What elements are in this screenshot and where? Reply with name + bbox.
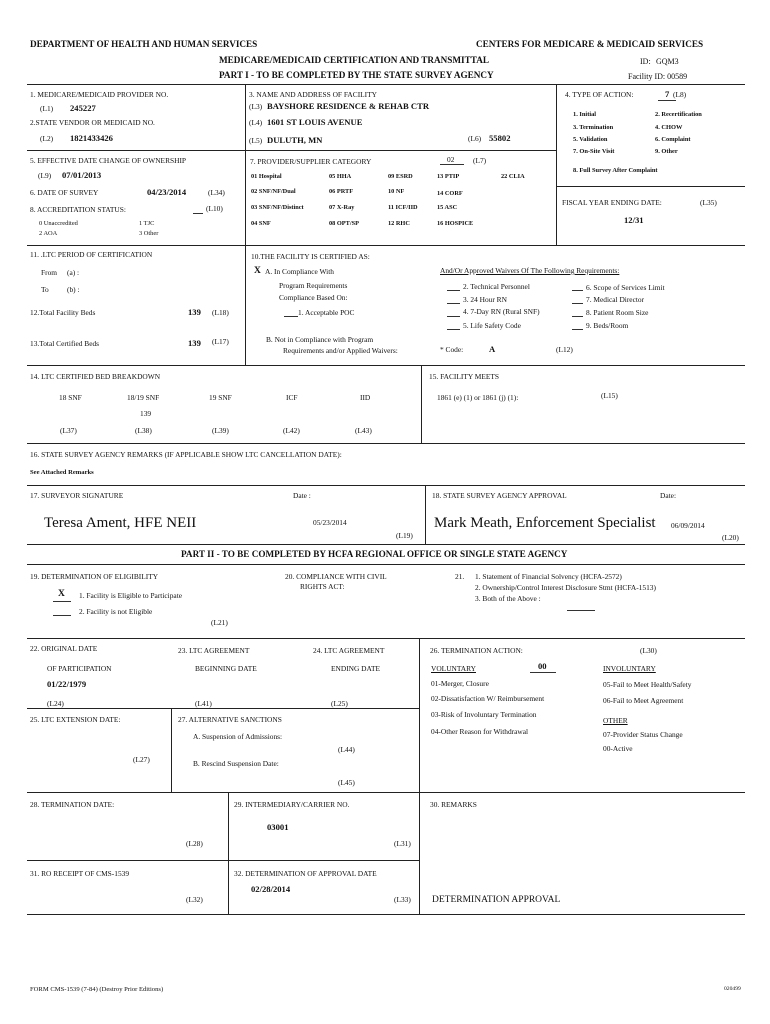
category-option: 09 ESRD: [388, 173, 413, 180]
s21-blank[interactable]: [567, 610, 595, 611]
underline: [658, 100, 676, 101]
l34-code: (L34): [208, 188, 225, 197]
original-date: 01/22/1979: [47, 679, 87, 689]
divider: [27, 443, 745, 444]
l44-code: (L44): [338, 745, 355, 754]
category-option: 13 PTIP: [437, 173, 460, 180]
l33-code: (L33): [394, 895, 411, 904]
waiver-blank[interactable]: [447, 329, 460, 330]
total-beds-label: 12.Total Facility Beds: [30, 308, 96, 317]
waiver-blank[interactable]: [572, 329, 583, 330]
part1-heading: PART I - TO BE COMPLETED BY THE STATE SURVEY AGENCY: [219, 70, 494, 80]
suspension-label: A. Suspension of Admissions:: [193, 732, 283, 741]
surveyor-date-label: Date :: [293, 491, 311, 500]
bed-breakdown-label: 14. LTC CERTIFIED BED BREAKDOWN: [30, 372, 161, 381]
approval-date-32-label: 32. DETERMINATION OF APPROVAL DATE: [234, 869, 377, 878]
action-option: 3. Termination: [573, 124, 614, 131]
l31-code: (L31): [394, 839, 411, 848]
other-option: 00-Active: [603, 744, 633, 753]
underline: [530, 672, 556, 673]
l27-code: (L27): [133, 755, 150, 764]
l28-code: (L28): [186, 839, 203, 848]
bed-type: ICF: [286, 393, 298, 402]
l7-code: (L7): [473, 156, 487, 165]
compliance-a-text: A. In Compliance With: [265, 267, 334, 276]
from-a-label: (a) :: [67, 268, 80, 277]
divider: [27, 485, 745, 486]
vendor-no-label: 2.STATE VENDOR OR MEDICAID NO.: [30, 118, 155, 127]
form-number: FORM CMS-1539 (7-84) (Destroy Prior Editions): [30, 986, 164, 993]
category-option: 08 OPT/SP: [329, 220, 359, 227]
bed-code: (L42): [283, 426, 300, 435]
accreditation-blank[interactable]: [193, 213, 203, 214]
facility-meets-text: 1861 (e) (1) or 1861 (j) (1):: [437, 393, 519, 402]
bed-count-1819: 139: [140, 409, 152, 418]
facility-name: BAYSHORE RESIDENCE & REHAB CTR: [267, 101, 430, 111]
original-date-label: 22. ORIGINAL DATE: [30, 644, 98, 653]
accreditation-option: 2 AOA: [39, 230, 58, 237]
l19-code: (L19): [396, 531, 413, 540]
not-compliance-text: B. Not in Compliance with Program: [266, 335, 374, 344]
accreditation-option: 3 Other: [139, 230, 159, 237]
action-option: 4. CHOW: [655, 124, 683, 131]
surveyor-signature-label: 17. SURVEYOR SIGNATURE: [30, 491, 124, 500]
eligible-checkbox[interactable]: X: [58, 589, 65, 599]
bed-code: (L38): [135, 426, 152, 435]
provider-no-value: 245227: [70, 103, 96, 113]
original-date-sub: OF PARTICIPATION: [47, 664, 112, 673]
category-option: 07 X-Ray: [329, 204, 355, 211]
category-option: 10 NF: [388, 188, 405, 195]
not-eligible-blank[interactable]: [53, 615, 71, 616]
involuntary-option: 06-Fail to Meet Agreement: [603, 696, 684, 705]
ltc-begin-sub: BEGINNING DATE: [195, 664, 257, 673]
dept-name: DEPARTMENT OF HEALTH AND HUMAN SERVICES: [30, 39, 258, 49]
facility-meets-label: 15. FACILITY MEETS: [429, 372, 500, 381]
l25-code: (L25): [331, 699, 348, 708]
action-option: 1. Initial: [573, 111, 597, 118]
divider: [27, 84, 745, 85]
other-option: 07-Provider Status Change: [603, 730, 683, 739]
divider: [245, 84, 246, 245]
bed-code: (L43): [355, 426, 372, 435]
to-b-label: (b) :: [67, 285, 80, 294]
action-option: 5. Validation: [573, 136, 608, 143]
divider: [556, 186, 745, 187]
form-title: MEDICARE/MEDICAID CERTIFICATION AND TRANSMITTAL: [219, 55, 489, 65]
not-compliance-text: Requirements and/or Applied Waivers:: [283, 346, 398, 355]
action-option: 2. Recertification: [655, 111, 702, 118]
remarks-label: 16. STATE SURVEY AGENCY REMARKS (IF APPLICABLE SHOW LTC CANCELLATION DATE):: [30, 450, 342, 459]
provider-category-label: 7. PROVIDER/SUPPLIER CATEGORY: [250, 157, 372, 166]
alt-sanctions-label: 27. ALTERNATIVE SANCTIONS: [178, 715, 282, 724]
id-label: ID:: [640, 57, 651, 66]
determination-approval: DETERMINATION APPROVAL: [432, 895, 561, 905]
waiver-blank[interactable]: [572, 290, 583, 291]
acceptable-poc: 1. Acceptable POC: [298, 308, 355, 317]
ltc-begin-label: 23. LTC AGREEMENT: [178, 646, 250, 655]
ltc-period-label: 11. .LTC PERIOD OF CERTIFICATION: [30, 250, 153, 259]
divider: [171, 708, 172, 792]
action-type-label: 4. TYPE OF ACTION:: [565, 90, 634, 99]
accreditation-option: 1 TJC: [139, 220, 155, 227]
category-option: 01 Hospital: [251, 173, 282, 180]
fiscal-year-value: 12/31: [624, 215, 644, 225]
l24-code: (L24): [47, 699, 64, 708]
full-survey-option: 8. Full Survey After Complaint: [573, 167, 658, 174]
l35-code: (L35): [700, 198, 717, 207]
certified-as-label: 10.THE FACILITY IS CERTIFIED AS:: [251, 252, 370, 261]
waiver-blank[interactable]: [447, 316, 460, 317]
voluntary-option: 03-Risk of Involuntary Termination: [431, 710, 537, 719]
voluntary-value: 00: [538, 661, 547, 671]
compliance-checkbox[interactable]: X: [254, 266, 261, 276]
l20-code: (L20): [722, 533, 739, 542]
eligible-option: 1. Facility is Eligible to Participate: [79, 591, 183, 600]
civil-rights-label: 20. COMPLIANCE WITH CIVIL: [285, 572, 387, 581]
waiver-item: 7. Medical Director: [586, 295, 645, 304]
code-value: A: [489, 344, 496, 354]
bed-type: IID: [360, 393, 371, 402]
termination-date-label: 28. TERMINATION DATE:: [30, 800, 115, 809]
bed-type: 18/19 SNF: [127, 393, 160, 402]
l4-code: (L4): [249, 118, 263, 127]
waiver-item: 3. 24 Hour RN: [463, 295, 507, 304]
certified-beds-label: 13.Total Certified Beds: [30, 339, 100, 348]
intermediary-no: 03001: [267, 822, 289, 832]
l41-code: (L41): [195, 699, 212, 708]
waiver-blank[interactable]: [572, 303, 583, 304]
divider: [27, 365, 745, 366]
l30-code: (L30): [640, 646, 657, 655]
action-option: 6. Complaint: [655, 136, 691, 143]
id-value: GQM3: [656, 57, 679, 66]
facility-name-label: 3. NAME AND ADDRESS OF FACILITY: [249, 90, 377, 99]
certified-beds-value: 139: [188, 338, 201, 348]
approval-signature: Mark Meath, Enforcement Specialist: [434, 515, 656, 531]
l3-code: (L3): [249, 102, 263, 111]
bed-code: (L39): [212, 426, 229, 435]
l18-code: (L18): [212, 308, 229, 317]
compliance-a-text: Compliance Based On:: [279, 293, 348, 302]
waiver-item: 9. Beds/Room: [586, 321, 629, 330]
l15-code: (L15): [601, 391, 618, 400]
divider: [419, 638, 420, 914]
category-option: 14 CORF: [437, 190, 463, 197]
divider: [27, 638, 745, 639]
l2-code: (L2): [40, 134, 54, 143]
provider-category-value: 02: [447, 155, 455, 164]
remarks-30-label: 30. REMARKS: [430, 800, 477, 809]
l8-code: (L8): [673, 90, 687, 99]
accreditation-option: 0 Unaccredited: [39, 220, 78, 227]
facility-zip: 55802: [489, 133, 511, 143]
l21-code: (L21): [211, 618, 228, 627]
rescind-label: B. Rescind Suspension Date:: [193, 759, 279, 768]
l1-code: (L1): [40, 104, 54, 113]
divider: [421, 365, 422, 443]
l45-code: (L45): [338, 778, 355, 787]
s21-item: 3. Both of the Above :: [475, 594, 541, 603]
category-option: 15 ASC: [437, 204, 458, 211]
fiscal-year-label: FISCAL YEAR ENDING DATE:: [562, 198, 662, 207]
waiver-blank[interactable]: [572, 316, 583, 317]
category-option: 22 CLIA: [501, 173, 525, 180]
facility-id: Facility ID: 00589: [628, 72, 688, 81]
category-option: 06 PRTF: [329, 188, 354, 195]
to-label: To: [41, 285, 49, 294]
bed-code: (L37): [60, 426, 77, 435]
approval-date-label: Date:: [660, 491, 677, 500]
action-type-value: 7: [665, 89, 670, 99]
l5-code: (L5): [249, 136, 263, 145]
accreditation-label: 8. ACCREDITATION STATUS:: [30, 205, 126, 214]
form-code: 020499: [724, 986, 741, 992]
waiver-blank[interactable]: [447, 290, 460, 291]
code-label: * Code:: [440, 345, 464, 354]
intermediary-label: 29. INTERMEDIARY/CARRIER NO.: [234, 800, 350, 809]
total-beds-value: 139: [188, 307, 201, 317]
divider: [27, 150, 556, 151]
l9-code: (L9): [38, 171, 52, 180]
divider: [27, 708, 419, 709]
voluntary-option: 01-Merger, Closure: [431, 679, 489, 688]
underline: [440, 164, 464, 165]
l10-code: (L10): [206, 204, 223, 213]
voluntary-heading: VOLUNTARY: [431, 664, 476, 673]
waiver-item: 4. 7-Day RN (Rural SNF): [463, 307, 540, 316]
category-option: 11 ICF/IID: [388, 204, 418, 211]
chow-date: 07/01/2013: [62, 170, 102, 180]
waiver-item: 5. Life Safety Code: [463, 321, 521, 330]
surveyor-signature: Teresa Ament, HFE NEII: [44, 515, 197, 531]
waiver-item: 2. Technical Personnel: [463, 282, 530, 291]
approval-date-32: 02/28/2014: [251, 884, 291, 894]
waiver-item: 6. Scope of Services Limit: [586, 283, 665, 292]
category-option: 03 SNF/NF/Distinct: [251, 204, 304, 211]
divider: [27, 914, 745, 915]
category-option: 16 HOSPICE: [437, 220, 474, 227]
divider: [425, 485, 426, 544]
l32-code: (L32): [186, 895, 203, 904]
remarks-text: See Attached Remarks: [30, 469, 94, 476]
facility-city: DULUTH, MN: [267, 135, 323, 145]
voluntary-option: 04-Other Reason for Withdrawal: [431, 727, 529, 736]
underline: [53, 601, 71, 602]
eligibility-label: 19. DETERMINATION OF ELIGIBILITY: [30, 572, 159, 581]
voluntary-option: 02-Dissatisfaction W/ Reimbursement: [431, 694, 545, 703]
divider: [27, 860, 419, 861]
ltc-end-label: 24. LTC AGREEMENT: [313, 646, 385, 655]
bed-type: 18 SNF: [59, 393, 82, 402]
divider: [27, 792, 745, 793]
part2-heading: PART II - TO BE COMPLETED BY HCFA REGIONAL OFFICE OR SINGLE STATE AGENCY: [181, 549, 568, 559]
approval-label: 18. STATE SURVEY AGENCY APPROVAL: [432, 491, 567, 500]
category-option: 04 SNF: [251, 220, 271, 227]
category-option: 12 RHC: [388, 220, 410, 227]
divider: [27, 544, 745, 545]
divider: [245, 245, 246, 365]
waiver-item: 8. Patient Room Size: [586, 308, 649, 317]
provider-no-label: 1. MEDICARE/MEDICAID PROVIDER NO.: [30, 90, 169, 99]
involuntary-option: 05-Fail to Meet Health/Safety: [603, 680, 692, 689]
divider: [27, 245, 745, 246]
other-heading: OTHER: [603, 716, 628, 725]
facility-street: 1601 ST LOUIS AVENUE: [267, 117, 363, 127]
approval-date: 06/09/2014: [671, 521, 705, 530]
category-option: 02 SNF/NF/Dual: [251, 188, 296, 195]
action-option: 7. On-Site Visit: [573, 148, 615, 155]
ltc-extension-label: 25. LTC EXTENSION DATE:: [30, 715, 121, 724]
termination-action-label: 26. TERMINATION ACTION:: [430, 646, 523, 655]
s21-item: 2. Ownership/Control Interest Disclosure Stmt (HCFA-1513): [475, 583, 656, 592]
survey-date-label: 6. DATE OF SURVEY: [30, 188, 99, 197]
poc-blank[interactable]: [284, 316, 298, 317]
survey-date: 04/23/2014: [147, 187, 187, 197]
ltc-end-sub: ENDING DATE: [331, 664, 381, 673]
action-option: 9. Other: [655, 148, 678, 155]
involuntary-heading: INVOLUNTARY: [603, 664, 656, 673]
civil-rights-label: RIGHTS ACT:: [300, 582, 345, 591]
divider: [556, 84, 557, 245]
bed-type: 19 SNF: [209, 393, 232, 402]
l17-code: (L17): [212, 337, 229, 346]
surveyor-date: 05/23/2014: [313, 518, 347, 527]
ro-receipt-label: 31. RO RECEIPT OF CMS-1539: [30, 869, 130, 878]
chow-date-label: 5. EFFECTIVE DATE CHANGE OF OWNERSHIP: [30, 156, 187, 165]
waivers-heading: And/Or Approved Waivers Of The Following Requirements:: [440, 266, 620, 275]
vendor-no-value: 1821433426: [70, 133, 113, 143]
s21-item: 1. Statement of Financial Solvency (HCFA-2572): [475, 572, 622, 581]
agency-name: CENTERS FOR MEDICARE & MEDICAID SERVICES: [476, 39, 704, 49]
l12-code: (L12): [556, 345, 573, 354]
not-eligible-option: 2. Facility is not Eligible: [79, 607, 153, 616]
l6-code: (L6): [468, 134, 482, 143]
divider: [27, 564, 745, 565]
from-label: From: [41, 268, 58, 277]
category-option: 05 HHA: [329, 173, 352, 180]
waiver-blank[interactable]: [447, 303, 460, 304]
compliance-a-text: Program Requirements: [279, 281, 348, 290]
s21-label: 21.: [455, 572, 465, 581]
divider: [228, 792, 229, 914]
